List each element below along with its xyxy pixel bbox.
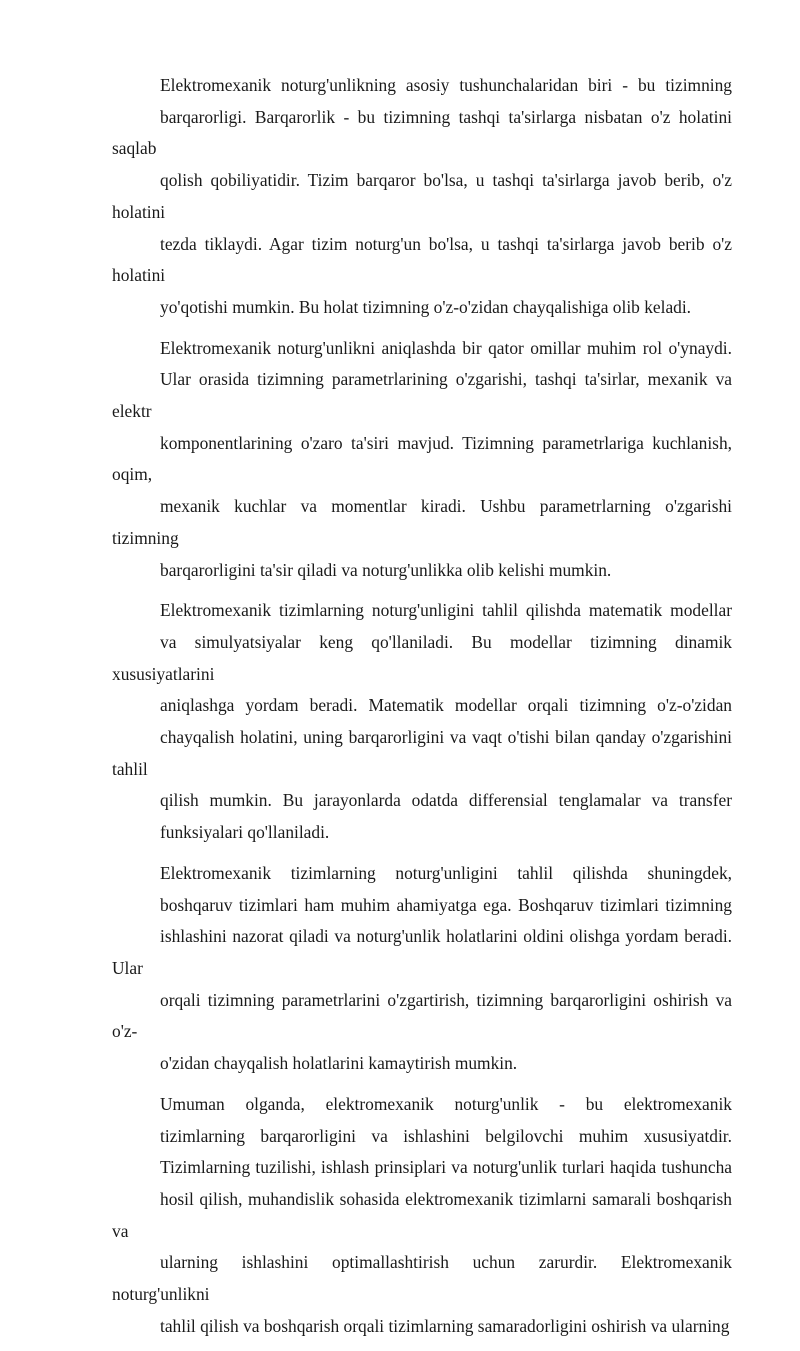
paragraph-line: barqarorligi. Barqarorlik - bu tizimning tashqi ta'sirlarga nisbatan o'z holatini saqlab: [112, 106, 732, 159]
paragraph-line: barqarorligini ta'sir qiladi va noturg'unlikka olib kelishi mumkin.: [160, 559, 612, 580]
paragraph-line: tizimlarning barqarorligini va ishlashini belgilovchi muhim xususiyatdir.: [160, 1125, 732, 1146]
paragraph-line: Elektromexanik noturg'unlikning asosiy tushunchalaridan biri - bu tizimning: [160, 75, 732, 95]
paragraph-line: tahlil qilish va boshqarish orqali tizimlarning samaradorligini oshirish va ularning: [160, 1315, 730, 1336]
paragraph-line: tezda tiklaydi. Agar tizim noturg'un bo'lsa, u tashqi ta'sirlarga javob berib o'z holatini: [112, 233, 732, 286]
paragraph-line: Tizimlarning tuzilishi, ishlash prinsiplari va noturg'unlik turlari haqida tushuncha: [160, 1157, 732, 1178]
paragraph: [112, 1089, 732, 1343]
paragraph-line: chayqalish holatini, uning barqarorligini va vaqt o'tishi bilan qanday o'zgarishini tahlil: [112, 727, 732, 779]
paragraph-line: orqali tizimning parametrlarini o'zgartirish, tizimning barqarorligini oshirish va o'z-: [112, 989, 732, 1042]
paragraph-line: aniqlashga yordam beradi. Matematik modellar orqali tizimning o'z-o'zidan: [160, 695, 732, 716]
paragraph-line: Umuman olganda, elektromexanik noturg'unlik - bu elektromexanik: [160, 1093, 732, 1114]
paragraph-line: komponentlarining o'zaro ta'siri mavjud. Tizimning parametrlariga kuchlanish, oqim,: [112, 432, 732, 485]
paragraph-line: funksiyalari qo'llaniladi.: [160, 822, 330, 843]
paragraph-line: boshqaruv tizimlari ham muhim ahamiyatga ega. Boshqaruv tizimlari tizimning: [160, 894, 732, 915]
paragraph-line: Elektromexanik tizimlarning noturg'unligini tahlil qilishda matematik modellar: [160, 600, 732, 621]
paragraph-line: qolish qobiliyatidir. Tizim barqaror bo'lsa, u tashqi ta'sirlarga javob berib, o'z holatini: [112, 170, 732, 222]
paragraph-line: yo'qotishi mumkin. Bu holat tizimning o'z-o'zidan chayqalishiga olib keladi.: [160, 296, 692, 317]
paragraph-line: Elektromexanik tizimlarning noturg'unligini tahlil qilishda shuningdek,: [160, 862, 732, 883]
paragraph-line: mexanik kuchlar va momentlar kiradi. Ushbu parametrlarning o'zgarishi tizimning: [112, 496, 732, 548]
paragraph-line: Elektromexanik noturg'unlikni aniqlashda bir qator omillar muhim rol o'ynaydi.: [160, 337, 732, 358]
document-body: [112, 70, 732, 1351]
paragraph-line: qilish mumkin. Bu jarayonlarda odatda differensial tenglamalar va transfer: [160, 790, 732, 811]
paragraph: [112, 595, 732, 849]
paragraph-line: o'zidan chayqalish holatlarini kamaytirish mumkin.: [160, 1053, 518, 1074]
paragraph: [112, 333, 732, 587]
paragraph-line: ularning ishlashini optimallashtirish uchun zarurdir. Elektromexanik noturg'unlikni: [112, 1252, 732, 1305]
paragraph: [112, 70, 732, 324]
paragraph-line: Ular orasida tizimning parametrlarining o'zgarishi, tashqi ta'sirlar, mexanik va elektr: [112, 369, 732, 422]
paragraph: [112, 858, 732, 1080]
paragraph-line: ishlashini nazorat qiladi va noturg'unlik holatlarini oldini olishga yordam beradi. Ular: [112, 926, 732, 978]
paragraph-line: va simulyatsiyalar keng qo'llaniladi. Bu modellar tizimning dinamik xususiyatlarini: [112, 631, 732, 684]
paragraph-line: hosil qilish, muhandislik sohasida elektromexanik tizimlarni samarali boshqarish va: [112, 1188, 732, 1241]
